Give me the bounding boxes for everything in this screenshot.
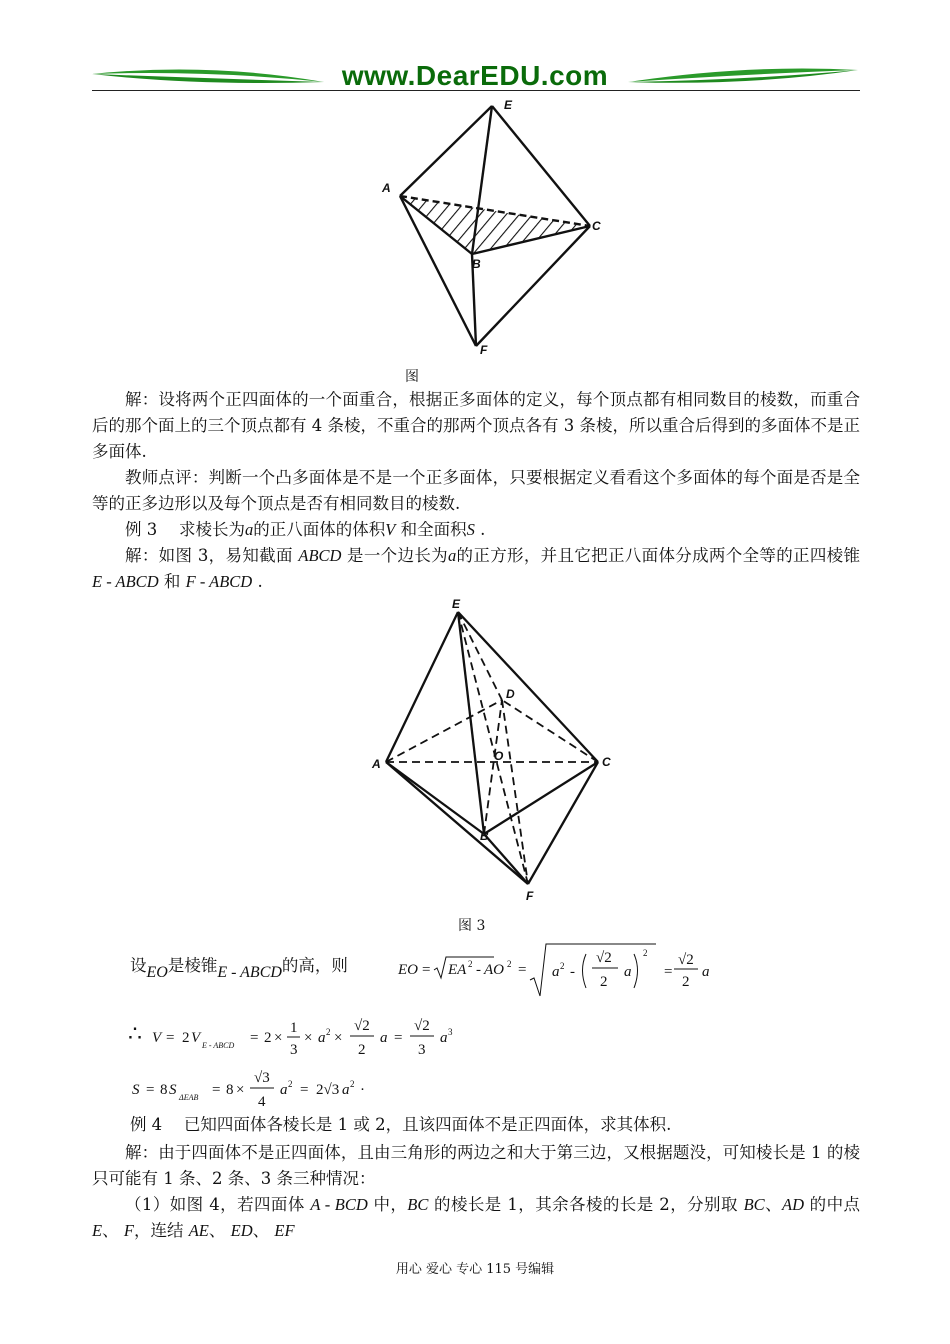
svg-text:V: V	[152, 1030, 162, 1046]
svg-text:a: a	[318, 1030, 326, 1046]
fig3-label-e: E	[452, 597, 461, 611]
svg-text:×: ×	[304, 1030, 313, 1046]
figure3-caption: 图 3	[458, 918, 486, 934]
solution-3-text: 解：如图 3，易知截面 ABCD 是一个边长为a的正方形，并且它把正八面体分成两个全等的正四棱锥 E - ABCD 和 F - ABCD .	[92, 546, 860, 591]
svg-text:×: ×	[334, 1030, 343, 1046]
therefore-symbol: ∴	[128, 1022, 142, 1047]
svg-text:a: a	[552, 964, 560, 980]
svg-text:a: a	[440, 1030, 448, 1046]
svg-text:a: a	[624, 964, 632, 980]
fig1-label-e: E	[504, 98, 513, 112]
svg-text:2: 2	[468, 959, 473, 969]
svg-text:3: 3	[290, 1042, 298, 1058]
svg-text:=: =	[250, 1030, 259, 1046]
svg-text:=: =	[664, 964, 673, 980]
fig3-label-f: F	[526, 889, 534, 903]
fig3-label-o: O	[494, 749, 504, 763]
formula-eo-height	[396, 940, 716, 998]
svg-text:=: =	[166, 1030, 175, 1046]
figure1-caption: 图	[405, 369, 419, 385]
svg-text:√2: √2	[678, 952, 694, 968]
teacher-comment-text: 教师点评：判断一个凸多面体是不是一个正多面体，只要根据定义看看这个多面体的每个面是否是全等的正多边形以及每个顶点是否有相同数目的棱数.	[92, 468, 860, 513]
fig1-label-f: F	[480, 343, 488, 357]
svg-text:2√3: 2√3	[316, 1082, 340, 1098]
svg-text:×: ×	[236, 1082, 245, 1098]
page-footer: 用心 爱心 专心 115 号编辑	[395, 1262, 555, 1277]
figure-octahedron	[368, 594, 628, 910]
svg-text:S: S	[169, 1082, 177, 1098]
svg-text:EA: EA	[448, 962, 467, 978]
header-rule	[92, 90, 860, 91]
svg-text:2: 2	[264, 1030, 272, 1046]
svg-text:2: 2	[326, 1027, 331, 1037]
example-3-text: 例 3 求棱长为a的正八面体的体积V 和全面积S .	[125, 520, 486, 539]
svg-text:=: =	[146, 1082, 155, 1098]
svg-text:a: a	[280, 1082, 288, 1098]
svg-text:2: 2	[288, 1079, 293, 1089]
svg-text:√2: √2	[354, 1018, 370, 1034]
fig3-label-c: C	[602, 755, 611, 769]
figure-bipyramid	[370, 96, 610, 361]
svg-text:√3: √3	[254, 1070, 270, 1086]
fig1-label-c: C	[592, 219, 601, 233]
svg-text:=: =	[212, 1082, 221, 1098]
fig1-label-b: B	[472, 257, 481, 271]
svg-text:2: 2	[350, 1079, 355, 1089]
svg-text:V: V	[191, 1030, 201, 1046]
sub-e-abcd: E - ABCD	[202, 1041, 235, 1050]
fig3-label-d: D	[506, 687, 515, 701]
formula-eo-intro: 设EO是棱锥E - ABCD的高，则	[130, 956, 348, 981]
header-site-logo[interactable]: www.DearEDU.com	[341, 60, 609, 91]
formula-volume	[150, 1010, 480, 1066]
svg-text:a: a	[702, 964, 710, 980]
case-1-text: （1）如图 4，若四面体 A - BCD 中，BC 的棱长是 1，其余各棱的长是 2，分别取 BC、AD 的中点 E、 F，连结 AE、 ED、 EF	[92, 1195, 860, 1240]
svg-text:-: -	[570, 964, 575, 980]
sub-eab: ΔEAB	[179, 1093, 199, 1102]
solution-4-text: 解：由于四面体不是正四面体，且由三角形的两边之和大于第三边，又根据题没，可知棱长是 1 的棱只可能有 1 条、2 条、3 条三种情况：	[92, 1143, 860, 1188]
svg-text:3: 3	[418, 1042, 426, 1058]
svg-text:2: 2	[600, 974, 608, 990]
svg-text:2: 2	[358, 1042, 366, 1058]
fig3-label-a: A	[372, 757, 381, 771]
svg-text:a: a	[342, 1082, 350, 1098]
svg-text:2: 2	[643, 948, 648, 958]
solution-2-text: 解：设将两个正四面体的一个面重合，根据正多面体的定义，每个顶点都有相同数目的棱数，而重合后的那个面上的三个顶点都有 4 条棱，不重合的那两个顶点各有 3 条棱，所以重合后得到的多面体不是正多面体.	[92, 390, 860, 461]
svg-text:S: S	[132, 1082, 140, 1098]
svg-text:a: a	[380, 1030, 388, 1046]
svg-text:8: 8	[226, 1082, 234, 1098]
svg-text:EO: EO	[398, 962, 418, 978]
svg-text:4: 4	[258, 1094, 266, 1110]
svg-text:8: 8	[160, 1082, 168, 1098]
svg-text:2: 2	[560, 961, 565, 971]
svg-text:AO: AO	[484, 962, 504, 978]
example-4-text: 例 4 已知四面体各棱长是 1 或 2，且该四面体不是正四面体，求其体积.	[129, 1115, 672, 1134]
svg-text:2: 2	[507, 959, 512, 969]
svg-text:·: ·	[360, 1082, 365, 1098]
svg-text:=: =	[422, 962, 431, 978]
fig1-label-a: A	[382, 181, 391, 195]
svg-text:2: 2	[182, 1030, 190, 1046]
svg-text:1: 1	[290, 1020, 298, 1036]
formula-surface-area	[128, 1064, 408, 1110]
svg-text:=: =	[518, 962, 527, 978]
svg-text:-: -	[476, 962, 481, 978]
svg-text:2: 2	[682, 974, 690, 990]
svg-text:√2: √2	[414, 1018, 430, 1034]
svg-text:√2: √2	[596, 950, 612, 966]
svg-text:3: 3	[448, 1027, 453, 1037]
fig3-label-b: B	[480, 829, 489, 843]
svg-text:×: ×	[274, 1030, 283, 1046]
svg-text:=: =	[300, 1082, 309, 1098]
svg-text:=: =	[394, 1030, 403, 1046]
